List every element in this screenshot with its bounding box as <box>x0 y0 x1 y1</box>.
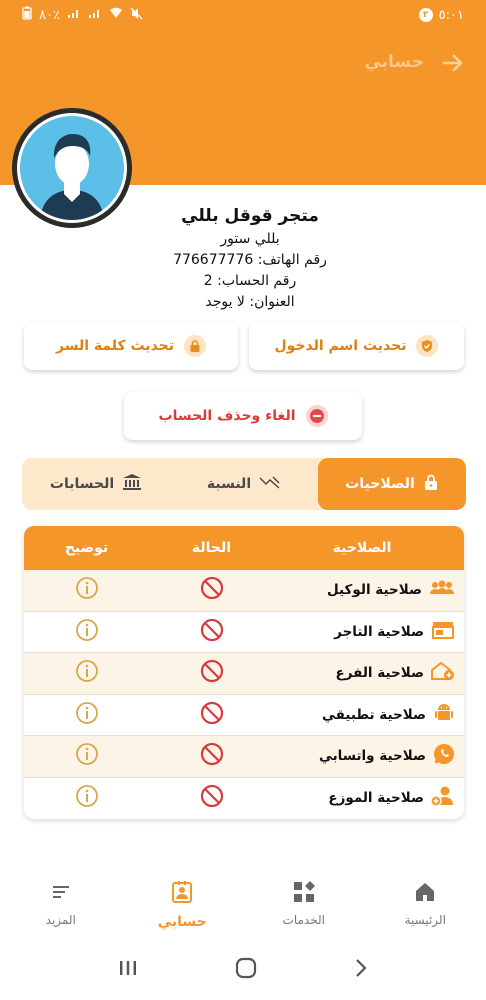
tab-permissions[interactable] <box>318 458 466 510</box>
back-arrow-icon[interactable] <box>440 50 466 76</box>
permission-name: صلاحية تطبيقي <box>321 706 426 723</box>
phone-value: 776677776 <box>173 252 254 268</box>
home-button-icon[interactable] <box>235 957 257 983</box>
disabled-icon <box>200 618 224 646</box>
minus-circle-icon <box>306 405 328 427</box>
back-button-icon[interactable] <box>354 958 368 982</box>
profile-info <box>150 203 350 313</box>
table-row <box>24 695 464 737</box>
account-value: 2 <box>203 273 213 289</box>
phone-label: رقم الهاتف: <box>257 252 327 268</box>
table-row <box>24 736 464 778</box>
update-username-label: تحديث اسم الدخول <box>274 338 407 354</box>
header-status: الحالة <box>191 540 232 556</box>
tab-percentage[interactable] <box>170 458 318 510</box>
status-time: ٥:٠١ <box>438 7 464 23</box>
battery-level: ٨٠٪ <box>39 7 60 23</box>
nav-more[interactable] <box>0 880 122 942</box>
wifi-icon <box>109 7 123 23</box>
home-icon <box>413 880 437 907</box>
nav-home-label: الرئيسية <box>404 913 446 927</box>
permissions-table <box>24 526 464 819</box>
table-row <box>24 612 464 654</box>
store-icon <box>430 620 456 644</box>
delete-account-button[interactable] <box>124 392 362 440</box>
battery-icon <box>22 6 32 24</box>
table-body <box>24 570 464 819</box>
address-line <box>150 292 350 313</box>
status-bar <box>0 0 486 30</box>
table-row <box>24 778 464 820</box>
info-icon[interactable] <box>75 576 99 604</box>
disabled-icon <box>200 659 224 687</box>
table-row <box>24 570 464 612</box>
add-user-icon <box>430 784 456 812</box>
disabled-icon <box>200 576 224 604</box>
update-password-label: تحديث كلمة السر <box>56 338 175 354</box>
signal-icon <box>67 7 81 23</box>
nav-services-label: الخدمات <box>282 913 325 927</box>
tab-accounts-label: الحسابات <box>49 476 115 492</box>
permission-name: صلاحية الفرع <box>335 665 424 682</box>
mute-icon <box>130 7 143 24</box>
disabled-icon <box>200 701 224 729</box>
system-navigation-bar <box>0 950 486 990</box>
nav-services[interactable] <box>243 880 365 942</box>
account-line <box>150 271 350 292</box>
avatar[interactable] <box>12 108 132 228</box>
info-icon[interactable] <box>75 701 99 729</box>
store-subtitle: بللي ستور <box>220 231 280 247</box>
android-icon <box>432 701 456 729</box>
nav-more-label: المزيد <box>45 913 76 927</box>
account-icon <box>170 880 194 908</box>
update-username-button[interactable] <box>249 322 464 370</box>
address-value: لا يوجد <box>205 294 245 310</box>
tab-bar <box>22 458 466 510</box>
permission-name: صلاحية التاجر <box>334 623 424 640</box>
disabled-icon <box>200 742 224 770</box>
page-title: حسابي <box>364 52 424 72</box>
table-header <box>24 526 464 570</box>
header-info: توضيح <box>64 540 109 556</box>
branch-icon <box>430 660 456 686</box>
signal-icon-2 <box>88 7 102 23</box>
whatsapp-icon <box>432 742 456 770</box>
account-label: رقم الحساب: <box>217 273 297 289</box>
lock-icon <box>423 473 439 495</box>
permission-name: صلاحية الموزع <box>328 790 424 807</box>
tab-permissions-label: الصلاحيات <box>345 476 415 492</box>
permission-name: صلاحية الوكيل <box>327 582 422 599</box>
store-name: متجر قوقل بللي <box>181 206 319 226</box>
nav-account[interactable] <box>122 880 244 942</box>
info-icon[interactable] <box>75 618 99 646</box>
nav-home[interactable] <box>365 880 486 942</box>
permission-name: صلاحية واتسابي <box>318 748 426 765</box>
disabled-icon <box>200 784 224 812</box>
update-password-button[interactable] <box>24 322 238 370</box>
lock-icon <box>184 335 206 357</box>
percent-icon <box>259 475 281 493</box>
shield-icon <box>416 335 438 357</box>
bottom-navigation <box>0 880 486 942</box>
phone-line <box>150 250 350 271</box>
address-label: العنوان: <box>249 294 295 310</box>
tab-accounts[interactable] <box>22 458 170 510</box>
notification-badge: ٢ <box>419 8 433 22</box>
group-icon <box>428 578 456 602</box>
info-icon[interactable] <box>75 742 99 770</box>
tab-percentage-label: النسبة <box>206 476 252 492</box>
recent-apps-icon[interactable] <box>118 959 138 981</box>
services-icon <box>292 880 316 907</box>
delete-account-label: الغاء وحذف الحساب <box>158 408 296 424</box>
nav-account-label: حسابي <box>157 914 207 930</box>
menu-icon <box>49 880 73 907</box>
info-icon[interactable] <box>75 659 99 687</box>
avatar-image <box>20 116 124 220</box>
table-row <box>24 653 464 695</box>
header-permission: الصلاحية <box>332 540 392 556</box>
info-icon[interactable] <box>75 784 99 812</box>
bank-icon <box>122 473 142 495</box>
